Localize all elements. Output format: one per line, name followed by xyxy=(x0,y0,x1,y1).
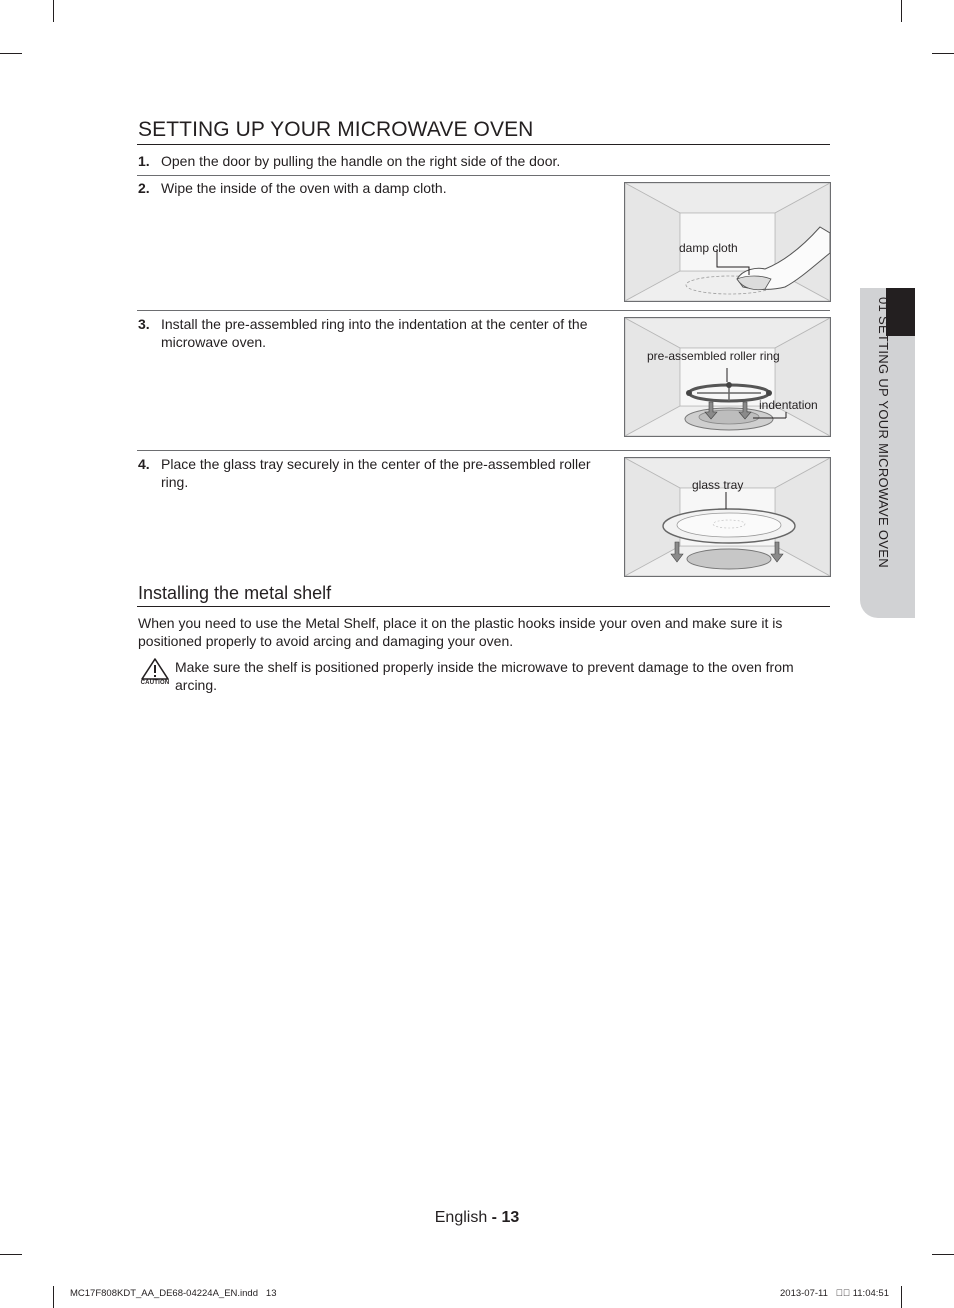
crop-mark xyxy=(932,53,954,54)
step-text: Place the glass tray securely in the center of the pre-assembled roller xyxy=(161,456,591,472)
crop-mark xyxy=(53,1286,54,1308)
page-footer xyxy=(0,1209,954,1227)
slug-filename: MC17F808KDT_AA_DE68-04224A_EN.indd 13 xyxy=(70,1288,277,1299)
crop-mark xyxy=(0,1254,22,1255)
step-4 xyxy=(138,455,613,495)
step-divider xyxy=(137,450,830,451)
step-text: microwave oven. xyxy=(161,334,267,350)
label-pre-assembled-roller-ring: pre-assembled roller ring xyxy=(647,349,780,363)
side-tab-label-wrap xyxy=(877,297,891,607)
crop-mark xyxy=(901,1286,902,1308)
section-heading: Installing the metal shelf xyxy=(138,583,332,603)
paragraph-line: When you need to use the Metal Shelf, place it on the plastic hooks inside your oven and make sure it is xyxy=(138,615,783,631)
crop-mark xyxy=(901,0,902,22)
step-divider xyxy=(137,310,830,311)
caution-line: Make sure the shelf is positioned properly inside the microwave to prevent damage to the oven from xyxy=(175,659,794,675)
crop-mark xyxy=(0,53,22,54)
side-tab-label: 01 SETTING UP YOUR MICROWAVE OVEN xyxy=(876,297,891,568)
figure-damp-cloth xyxy=(624,182,831,302)
caution-line: arcing. xyxy=(175,677,218,693)
roller-ring-illustration xyxy=(625,318,830,436)
glass-tray-illustration xyxy=(625,458,830,576)
section-rule xyxy=(137,606,830,607)
footer-page-number: 13 xyxy=(501,1209,520,1226)
title-rule xyxy=(137,144,830,145)
step-number: 4. xyxy=(138,456,150,472)
section-paragraph xyxy=(138,614,828,650)
caution-label: CAUTION xyxy=(140,680,170,686)
crop-mark xyxy=(53,0,54,22)
step-text: Open the door by pulling the handle on the right side of the door. xyxy=(161,153,561,169)
caution-text xyxy=(175,658,830,694)
footer-language: English xyxy=(434,1209,488,1226)
caution-icon xyxy=(139,657,171,689)
step-text: ring. xyxy=(161,474,189,490)
slug-timestamp: 2013-07-11 ￿￿ 11:04:51 xyxy=(780,1288,889,1299)
label-indentation: indentation xyxy=(759,398,818,412)
figure-roller-ring xyxy=(624,317,831,437)
step-divider xyxy=(137,175,830,176)
step-number: 1. xyxy=(138,153,150,169)
figure-glass-tray xyxy=(624,457,831,577)
step-number: 3. xyxy=(138,316,150,332)
step-text: Install the pre-assembled ring into the indentation at the center of the xyxy=(161,316,588,332)
step-text: Wipe the inside of the oven with a damp cloth. xyxy=(161,180,447,196)
step-3 xyxy=(138,315,613,355)
label-glass-tray: glass tray xyxy=(692,478,744,492)
footer-separator: - xyxy=(487,1209,502,1226)
step-number: 2. xyxy=(138,180,150,196)
page-title: SETTING UP YOUR MICROWAVE OVEN xyxy=(138,118,534,141)
label-damp-cloth: damp cloth xyxy=(679,241,738,255)
paragraph-line: positioned properly to avoid arcing and damaging your oven. xyxy=(138,633,514,649)
crop-mark xyxy=(932,1254,954,1255)
